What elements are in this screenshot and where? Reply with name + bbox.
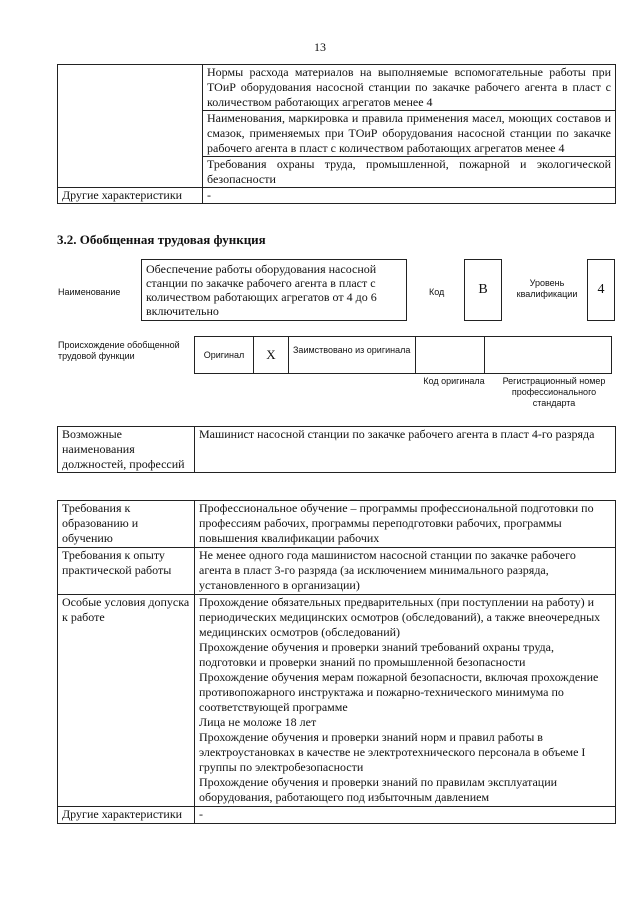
positions-table [57, 426, 616, 473]
page-number: 13 [314, 40, 326, 54]
requirement-label: Другие характеристики [58, 807, 195, 824]
level-label: Уровень квалификации [516, 278, 578, 299]
table-row [58, 65, 616, 111]
qualification-level: 4 [587, 259, 615, 321]
function-name: Обеспечение работы оборудования насосной станции по закачке рабочего агента в пласт с количеством работающих агрегатов от 4 до 6 включительно [141, 259, 407, 321]
borrowed-label: Заимствовано из оригинала [288, 336, 416, 374]
function-code: B [464, 259, 502, 321]
table-row [58, 427, 616, 473]
origin-label: Происхождение обобщенной трудовой функции [58, 340, 180, 361]
requirement-line: Не менее одного года машинистом насосной станции по закачке рабочего агента в пласт 3-го разряда (за исключением минимального разряда, установленного в организации) [199, 548, 576, 592]
positions-label: Возможные наименования должностей, профессий [58, 427, 195, 473]
registration-caption: Регистрационный номер профессионального стандарта [502, 376, 606, 408]
requirement-line: Профессиональное обучение – программы профессиональной подготовки по профессиям рабочих, программы переподготовки рабочих, программы повышения квалификации рабочих [199, 501, 594, 545]
requirement-label: Требования к опыту практической работы [58, 548, 195, 595]
requirement-line: Прохождение обучения мерам пожарной безопасности, включая прохождение противопожарного инструктажа и пожарно-технического минимума по соответствующей программе [199, 670, 599, 714]
code-caption: Код оригинала [423, 376, 485, 386]
table-cell-value: - [203, 188, 616, 204]
table-row [58, 548, 616, 595]
table-cell-label [58, 65, 203, 188]
table-row [58, 501, 616, 548]
code-label: Код [429, 287, 445, 297]
requirement-label: Особые условия допуска к работе [58, 595, 195, 807]
registration-number-cell [484, 336, 612, 374]
positions-value: Машинист насосной станции по закачке рабочего агента в пласт 4-го разряда [195, 427, 616, 473]
knowledge-table [57, 64, 616, 204]
original-code-cell [415, 336, 485, 374]
requirement-line: Прохождение обучения и проверки знаний норм и правил работы в электроустановках в качестве не электротехнического персонала в объеме I группы по электробезопасности [199, 730, 586, 774]
name-label: Наименование [58, 287, 121, 297]
section-title: 3.2. Обобщенная трудовая функция [57, 232, 266, 247]
table-cell-value: Наименования, маркировка и правила применения масел, моющих составов и смазок, применяемых при ТОиР оборудования насосной станции по закачке рабочего агента в пласт с количеством работающих агрегатов менее 4 [203, 111, 616, 157]
table-cell-value: Нормы расхода материалов на выполняемые вспомогательные работы при ТОиР оборудования насосной станции по закачке рабочего агента в пласт с количеством работающих агрегатов менее 4 [203, 65, 616, 111]
requirements-table [57, 500, 616, 824]
requirement-value [195, 807, 616, 824]
table-cell-label: Другие характеристики [58, 188, 203, 204]
requirement-value [195, 501, 616, 548]
requirement-line: Прохождение обучения и проверки знаний по правилам эксплуатации оборудования, работающего под избыточным давлением [199, 775, 558, 804]
requirement-label: Требования к образованию и обучению [58, 501, 195, 548]
requirement-value [195, 595, 616, 807]
requirement-line: Прохождение обучения и проверки знаний требований охраны труда, подготовки и проверки знаний по промышленной безопасности [199, 640, 554, 669]
table-row [58, 188, 616, 204]
requirement-value [195, 548, 616, 595]
requirement-line: Прохождение обязательных предварительных (при поступлении на работу) и периодических медицинских осмотров (обследований), а также внеочередных медицинских осмотров (обследований) [199, 595, 601, 639]
table-row [58, 807, 616, 824]
original-label: Оригинал [194, 336, 254, 374]
requirement-line: - [199, 807, 203, 821]
original-mark: X [253, 336, 289, 374]
origin-row [195, 336, 612, 374]
requirement-line: Лица не моложе 18 лет [199, 715, 317, 729]
table-cell-value: Требования охраны труда, промышленной, пожарной и экологической безопасности [203, 157, 616, 188]
table-row [58, 595, 616, 807]
